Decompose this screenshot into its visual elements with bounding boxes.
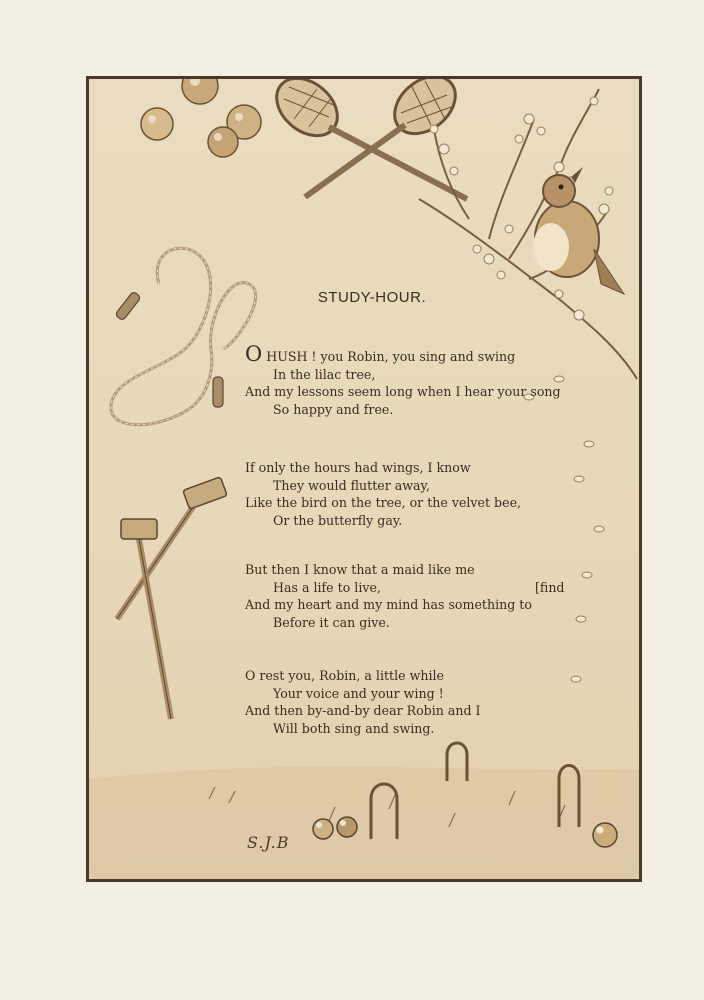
stanza-1-line-4: So happy and free. (273, 401, 394, 417)
stanza-4-line-4: Will both sing and swing. (273, 720, 435, 736)
illustrated-page-panel (86, 76, 642, 882)
stanza-2-line-2: They would flutter away, (273, 477, 430, 493)
stanza-3-line-3: And my heart and my mind has something to (245, 597, 532, 612)
croquet-mallets-illustration (117, 477, 227, 719)
tennis-ball-4 (208, 127, 238, 157)
poem-title: STUDY-HOUR. (317, 289, 427, 306)
stanza-2-line-3: Like the bird on the tree, or the velvet bee, (245, 495, 522, 510)
tennis-balls-illustration (141, 79, 261, 157)
stanza-3-line-1: But then I know that a maid like me (245, 562, 475, 577)
stanza-1-line-2: In the lilac tree, (273, 366, 376, 382)
stanza-1-line-3: And my lessons seem long when I hear your song (245, 384, 561, 399)
lilac-branch-illustration (419, 89, 637, 379)
stanza-4-line-3: And then by-and-by dear Robin and I (245, 703, 481, 718)
stanza-1-line-1: O HUSH ! you Robin, you sing and swing (245, 342, 516, 366)
stanza-3-line-4: Before it can give. (273, 614, 390, 630)
stanza-4 (245, 667, 481, 737)
mallet-head-lower (121, 519, 157, 539)
stanza-3-line-2: Has a life to live, (273, 579, 381, 595)
stanza-3 (245, 561, 565, 631)
stanza-2-line-4: Or the butterfly gay. (273, 512, 403, 528)
overflow-word: [find (535, 580, 565, 595)
artist-monogram: S.J.B (247, 833, 290, 852)
drop-cap: O (245, 342, 263, 366)
tennis-ball-2 (141, 108, 173, 140)
stanza-4-line-2: Your voice and your wing ! (273, 685, 444, 701)
stanza-1 (245, 342, 561, 418)
falling-petals (524, 376, 604, 682)
mallet-head-upper (183, 477, 227, 509)
grass-field-illustration (89, 767, 639, 880)
robin-illustration (533, 167, 624, 294)
rope-handle-left (115, 291, 141, 321)
tennis-ball-1 (182, 79, 218, 104)
stanza-2 (245, 459, 521, 529)
skipping-rope-illustration (111, 248, 256, 425)
stanza-4-line-1: O rest you, Robin, a little while (245, 668, 444, 683)
stanza-2-line-1: If only the hours had wings, I know (245, 460, 471, 475)
rope-handle-right (213, 377, 223, 407)
